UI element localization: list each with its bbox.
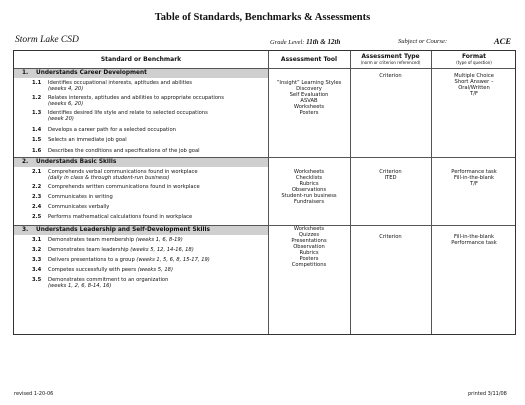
format-entry: Short Answer – <box>454 79 494 85</box>
item-weeks: (weeks 4, 20) <box>48 86 84 92</box>
format-entry: T/F <box>470 91 478 97</box>
tool-entry: Rubrics <box>299 250 319 256</box>
tool-entry: Discovery <box>296 86 322 92</box>
item-number: 1.5 <box>32 137 42 143</box>
assessment-tools <box>268 226 350 268</box>
section-number: 2. <box>22 159 29 165</box>
tool-entry: Fundraisers <box>293 199 325 205</box>
format-entry: Performance task <box>451 240 497 246</box>
type-column-header <box>350 53 431 65</box>
item-weeks: (weeks 1, 6, 8-19) <box>135 237 183 243</box>
item-text <box>48 237 268 243</box>
assessment-types <box>350 73 431 79</box>
type-header-note: (norm or criterion referenced) <box>360 60 421 65</box>
type-entry: Criterion <box>379 73 402 79</box>
section-number: 3. <box>22 227 29 233</box>
item-description: Competes successfully with peers <box>48 267 137 273</box>
item-description: Demonstrates team leadership <box>48 247 129 253</box>
format-entry: T/F <box>470 181 478 187</box>
question-formats <box>431 73 517 97</box>
item-number: 1.4 <box>32 127 42 133</box>
item-number: 3.4 <box>32 267 42 273</box>
item-text <box>48 95 268 107</box>
section-heading <box>14 69 268 78</box>
assessment-types <box>350 169 431 181</box>
item-description: Performs mathematical calculations found in workplace <box>48 214 193 220</box>
tool-entry: Presentations <box>291 238 327 244</box>
section-title: Understands Basic Skills <box>36 159 117 165</box>
type-entry: Criterion <box>379 234 402 240</box>
question-formats <box>431 169 517 187</box>
item-text <box>48 169 268 181</box>
subject-label: Subject or Course: <box>398 38 448 45</box>
type-header-label: Assessment Type <box>361 53 420 60</box>
format-entry: Oral/Written <box>458 85 490 91</box>
format-header-note: (type of question) <box>456 60 492 65</box>
format-header-label: Format <box>461 53 487 60</box>
standards-table <box>13 50 516 335</box>
tool-entry: Worksheets <box>293 169 325 175</box>
item-text <box>48 277 268 289</box>
item-text <box>48 80 268 92</box>
item-number: 2.5 <box>32 214 42 220</box>
item-number: 1.3 <box>32 110 42 116</box>
tool-entry: Posters <box>299 256 319 262</box>
format-entry: Fill-in-the-blank <box>454 234 494 240</box>
format-entry: Multiple Choice <box>454 73 494 79</box>
document-title: Table of Standards, Benchmarks & Assessments <box>154 12 371 23</box>
tool-entry: Observations <box>291 187 327 193</box>
format-entry: Performance task <box>451 169 497 175</box>
grade-value: 11th & 12th <box>306 38 341 46</box>
item-description: Demonstrates team membership <box>48 237 135 243</box>
tool-entry: “Insight” Learning Styles <box>276 80 342 86</box>
type-entry: ITED <box>384 175 397 181</box>
item-description: Relates interests, aptitudes and abilities to appropriate occupations <box>48 95 224 101</box>
item-number: 2.3 <box>32 194 42 200</box>
district-name: Storm Lake CSD <box>15 35 79 45</box>
format-entry: Fill-in-the-blank <box>454 175 494 181</box>
item-description: Communicates in writing <box>48 194 113 200</box>
column-divider <box>350 51 351 334</box>
section-title: Understands Career Development <box>36 70 147 76</box>
tool-entry: Worksheets <box>293 104 325 110</box>
question-formats <box>431 234 517 246</box>
item-text <box>48 267 268 273</box>
item-description: Comprehends written communications found in workplace <box>48 184 200 190</box>
item-number: 2.1 <box>32 169 42 175</box>
item-description: Develops a career path for a selected occupation <box>48 127 176 133</box>
item-weeks: (week 20) <box>48 116 74 122</box>
tool-entry: Self Evaluation <box>289 92 329 98</box>
item-number: 1.2 <box>32 95 42 101</box>
tool-entry: Quizzes <box>298 232 320 238</box>
tool-entry: ASVAB <box>300 98 318 104</box>
section-heading <box>14 158 268 167</box>
item-description: Selects an immediate job goal <box>48 137 127 143</box>
tool-entry: Posters <box>299 110 319 116</box>
item-number: 3.5 <box>32 277 42 283</box>
subject-value: ACE <box>494 36 512 46</box>
assessment-types <box>350 234 431 240</box>
revision-date: revised 1-20-06 <box>14 391 54 397</box>
format-column-header <box>431 53 517 65</box>
item-weeks: (weeks 5, 18) <box>137 267 173 273</box>
item-description: Communicates verbally <box>48 204 110 210</box>
tool-entry: Student-run business <box>281 193 337 199</box>
item-number: 1.1 <box>32 80 42 86</box>
tool-entry: Checklists <box>295 175 323 181</box>
tool-entry: Competitions <box>291 262 327 268</box>
grade-level <box>270 38 340 46</box>
assessment-tools <box>268 169 350 205</box>
item-weeks: (weeks 1, 5, 6, 8, 15-17, 19) <box>136 257 210 263</box>
item-number: 3.3 <box>32 257 42 263</box>
section-title: Understands Leadership and Self-Development Skills <box>36 227 210 233</box>
item-number: 2.4 <box>32 204 42 210</box>
tool-entry: Observation <box>293 244 325 250</box>
item-description: Describes the conditions and specifications of the job goal <box>48 148 200 154</box>
item-weeks: (weeks 6, 20) <box>48 101 84 107</box>
item-text <box>48 247 268 253</box>
tool-entry: Rubrics <box>299 181 319 187</box>
section-heading <box>14 226 268 235</box>
item-description: Delivers presentations to a group <box>48 257 135 263</box>
item-weeks: (weeks 1, 2, 6, 8-14, 16) <box>48 283 112 289</box>
type-entry: Criterion <box>379 169 402 175</box>
item-description: Identifies occupational interests, aptitudes and abilities <box>48 80 193 86</box>
item-description: Identifies desired life style and relate to selected occupations <box>48 110 208 116</box>
item-text <box>48 257 268 263</box>
item-number: 1.6 <box>32 148 42 154</box>
grade-label: Grade Level: <box>270 39 305 46</box>
item-number: 3.2 <box>32 247 42 253</box>
section-number: 1. <box>22 70 29 76</box>
item-description: Comprehends verbal communications found in workplace <box>48 169 198 175</box>
tool-entry: Worksheets <box>293 226 325 232</box>
item-number: 2.2 <box>32 184 42 190</box>
print-date: printed 3/11/08 <box>468 391 507 397</box>
item-description: Demonstrates commitment to an organization <box>48 277 169 283</box>
item-weeks: (weeks 5, 12, 14-16, 18) <box>130 247 194 253</box>
standard-column-header: Standard or Benchmark <box>100 56 182 63</box>
item-number: 3.1 <box>32 237 42 243</box>
tool-column-header: Assessment Tool <box>280 56 338 63</box>
assessment-tools <box>268 80 350 116</box>
item-weeks: (daily in class & through student-run business) <box>48 175 170 181</box>
item-text <box>48 110 268 122</box>
